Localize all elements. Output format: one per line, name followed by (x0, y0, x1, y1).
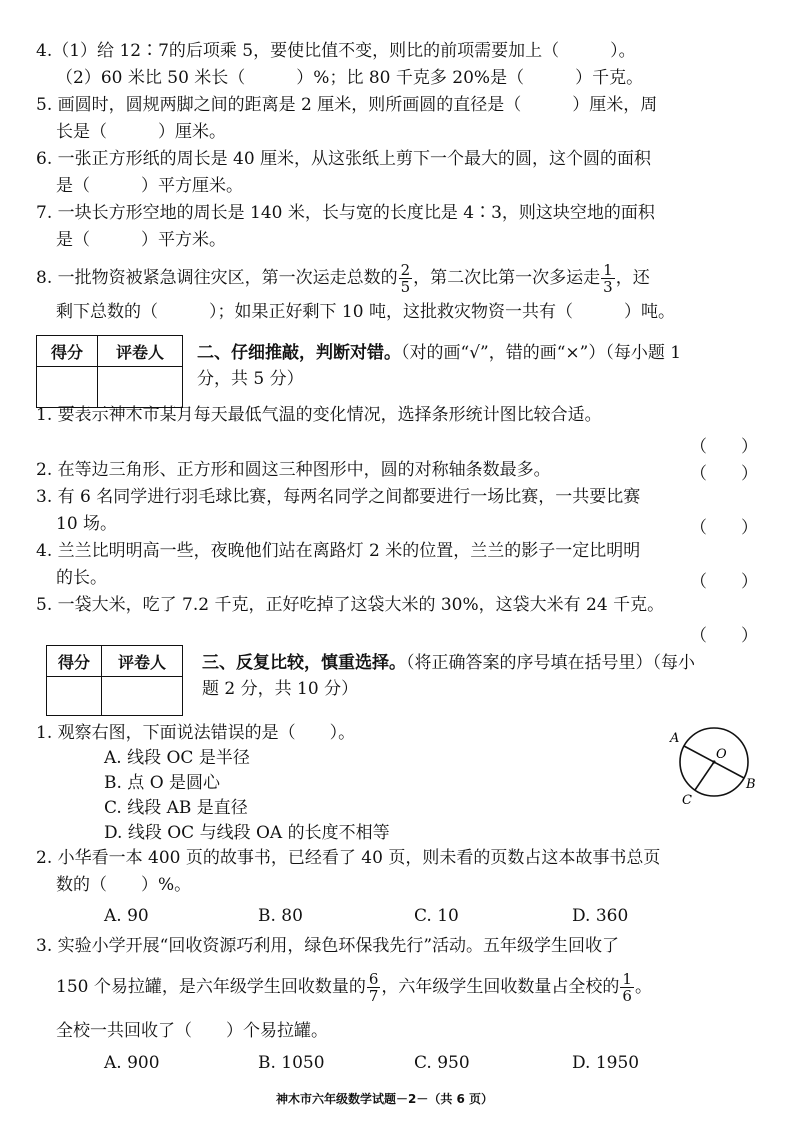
page-footer: 神木市六年级数学试题－2－（共 6 页） (276, 1092, 494, 1106)
mc-question-1-option-b: B. 点 O 是圆心 (104, 773, 221, 793)
mc-question-3-option-a: A. 900 (104, 1053, 160, 1073)
score-label: 得分 (47, 646, 102, 677)
grader-cell[interactable] (102, 677, 183, 716)
mc-question-3-text-c: 。 (634, 977, 652, 997)
score-box-section-3 (46, 645, 183, 716)
label-o: O (716, 747, 727, 762)
question-8-line2: 剩下总数的（ ）；如果正好剩下 10 吨，这批救灾物资一共有（ ）吨。 (56, 302, 675, 322)
mc-question-1: 1. 观察右图，下面说法错误的是（ ）。 (36, 723, 356, 743)
tf-question-1: 1. 要表示神木市某月每天最低气温的变化情况，选择条形统计图比较合适。 (36, 405, 602, 425)
mc-question-2-line1: 2. 小华看一本 400 页的故事书，已经看了 40 页，则未看的页数占这本故事书总页 (36, 848, 661, 868)
mc-question-1-option-a: A. 线段 OC 是半径 (104, 748, 250, 768)
fraction-denominator: 7 (368, 987, 379, 1005)
fraction-denominator: 3 (603, 278, 613, 296)
question-8-text-a: 8. 一批物资被紧急调往灾区，第一次运走总数的 (36, 268, 398, 288)
score-cell[interactable] (37, 367, 98, 408)
question-7-line2: 是（ ）平方米。 (56, 230, 226, 250)
fraction-numerator: 1 (603, 261, 613, 279)
section-3-instructions: （将正确答案的序号填在括号里）（每小 (406, 653, 695, 673)
mc-question-2-option-d: D. 360 (572, 906, 629, 926)
section-2-instructions: （对的画“√”，错的画“×”）（每小题 1 (401, 343, 682, 363)
radius-oc (695, 762, 714, 790)
tf-question-3-line1: 3. 有 6 名同学进行羽毛球比赛，每两名同学之间都要进行一场比赛，一共要比赛 (36, 487, 641, 507)
fraction-two-fifths (399, 262, 413, 295)
fraction-denominator: 6 (622, 987, 632, 1005)
grader-label: 评卷人 (102, 646, 183, 677)
question-6-line1: 6. 一张正方形纸的周长是 40 厘米，从这张纸上剪下一个最大的圆，这个圆的面积 (36, 149, 652, 169)
grader-label: 评卷人 (98, 336, 183, 367)
question-5-line2: 长是（ ）厘米。 (56, 122, 226, 142)
section-3-title-line1 (202, 652, 695, 674)
mc-question-1-option-d: D. 线段 OC 与线段 OA 的长度不相等 (104, 823, 390, 843)
circle-figure (664, 714, 764, 814)
tf-answer-5[interactable]: （ ） (690, 626, 758, 646)
tf-question-3-line2: 10 场。 (56, 514, 118, 534)
score-box-section-2 (36, 335, 183, 408)
mc-question-1-option-c: C. 线段 AB 是直径 (104, 798, 248, 818)
fraction-numerator: 6 (368, 970, 379, 988)
mc-question-2-option-a: A. 90 (104, 906, 149, 926)
tf-answer-3[interactable]: （ ） (690, 518, 758, 538)
mc-question-3-option-c: C. 950 (414, 1053, 470, 1073)
fraction-six-sevenths (367, 971, 381, 1004)
score-cell[interactable] (47, 677, 102, 716)
fraction-numerator: 2 (400, 261, 411, 279)
mc-question-2-option-b: B. 80 (258, 906, 303, 926)
section-2-title-line2: 分，共 5 分） (197, 369, 304, 389)
mc-question-3-line2 (56, 971, 652, 1004)
section-2-heading: 二、仔细推敲，判断对错。 (197, 343, 401, 363)
mc-question-3-line1: 3. 实验小学开展“回收资源巧利用，绿色环保我先行”活动。五年级学生回收了 (36, 936, 620, 956)
mc-question-3-line3: 全校一共回收了（ ）个易拉罐。 (56, 1021, 328, 1041)
question-4-part1: 4.（1）给 12∶7的后项乘 5，要使比值不变，则比的前项需要加上（ ）。 (36, 41, 636, 61)
question-8-line1 (36, 262, 650, 295)
mc-question-2-option-c: C. 10 (414, 906, 459, 926)
mc-question-3-option-d: D. 1950 (572, 1053, 640, 1073)
tf-answer-1[interactable]: （ ） (690, 437, 758, 457)
grader-cell[interactable] (98, 367, 183, 408)
label-c: C (682, 793, 692, 808)
fraction-one-third (601, 262, 615, 295)
tf-question-4-line2: 的长。 (56, 568, 107, 588)
section-3-heading: 三、反复比较，慎重选择。 (202, 653, 406, 673)
mc-question-3-text-b: ，六年级学生回收数量占全校的 (381, 977, 620, 997)
section-2-title-line1 (197, 342, 681, 364)
fraction-one-sixth (620, 971, 634, 1004)
tf-answer-4[interactable]: （ ） (690, 572, 758, 592)
question-4-part2: （2）60 米比 50 米长（ ）%；比 80 千克多 20%是（ ）千克。 (56, 68, 644, 88)
question-6-line2: 是（ ）平方厘米。 (56, 176, 243, 196)
mc-question-3-text-a: 150 个易拉罐，是六年级学生回收数量的 (56, 977, 366, 997)
fraction-denominator: 5 (400, 278, 411, 296)
section-3-title-line2: 题 2 分，共 10 分） (202, 679, 359, 699)
tf-question-5: 5. 一袋大米，吃了 7.2 千克，正好吃掉了这袋大米的 30%，这袋大米有 24 千克。 (36, 595, 665, 615)
tf-answer-2[interactable]: （ ） (690, 464, 758, 484)
tf-question-2: 2. 在等边三角形、正方形和圆这三种图形中，圆的对称轴条数最多。 (36, 460, 551, 480)
label-a: A (670, 731, 680, 746)
tf-question-4-line1: 4. 兰兰比明明高一些，夜晚他们站在离路灯 2 米的位置，兰兰的影子一定比明明 (36, 541, 641, 561)
question-8-text-c: ，还 (615, 268, 650, 288)
question-8-text-b: ，第二次比第一次多运走 (413, 268, 601, 288)
question-7-line1: 7. 一块长方形空地的周长是 140 米，长与宽的长度比是 4∶3，则这块空地的面积 (36, 203, 655, 223)
score-label: 得分 (37, 336, 98, 367)
label-b: B (746, 777, 756, 792)
mc-question-2-line2: 数的（ ）%。 (56, 875, 192, 895)
mc-question-3-option-b: B. 1050 (258, 1053, 325, 1073)
question-5-line1: 5. 画圆时，圆规两脚之间的距离是 2 厘米，则所画圆的直径是（ ）厘米，周 (36, 95, 658, 115)
fraction-numerator: 1 (622, 970, 632, 988)
